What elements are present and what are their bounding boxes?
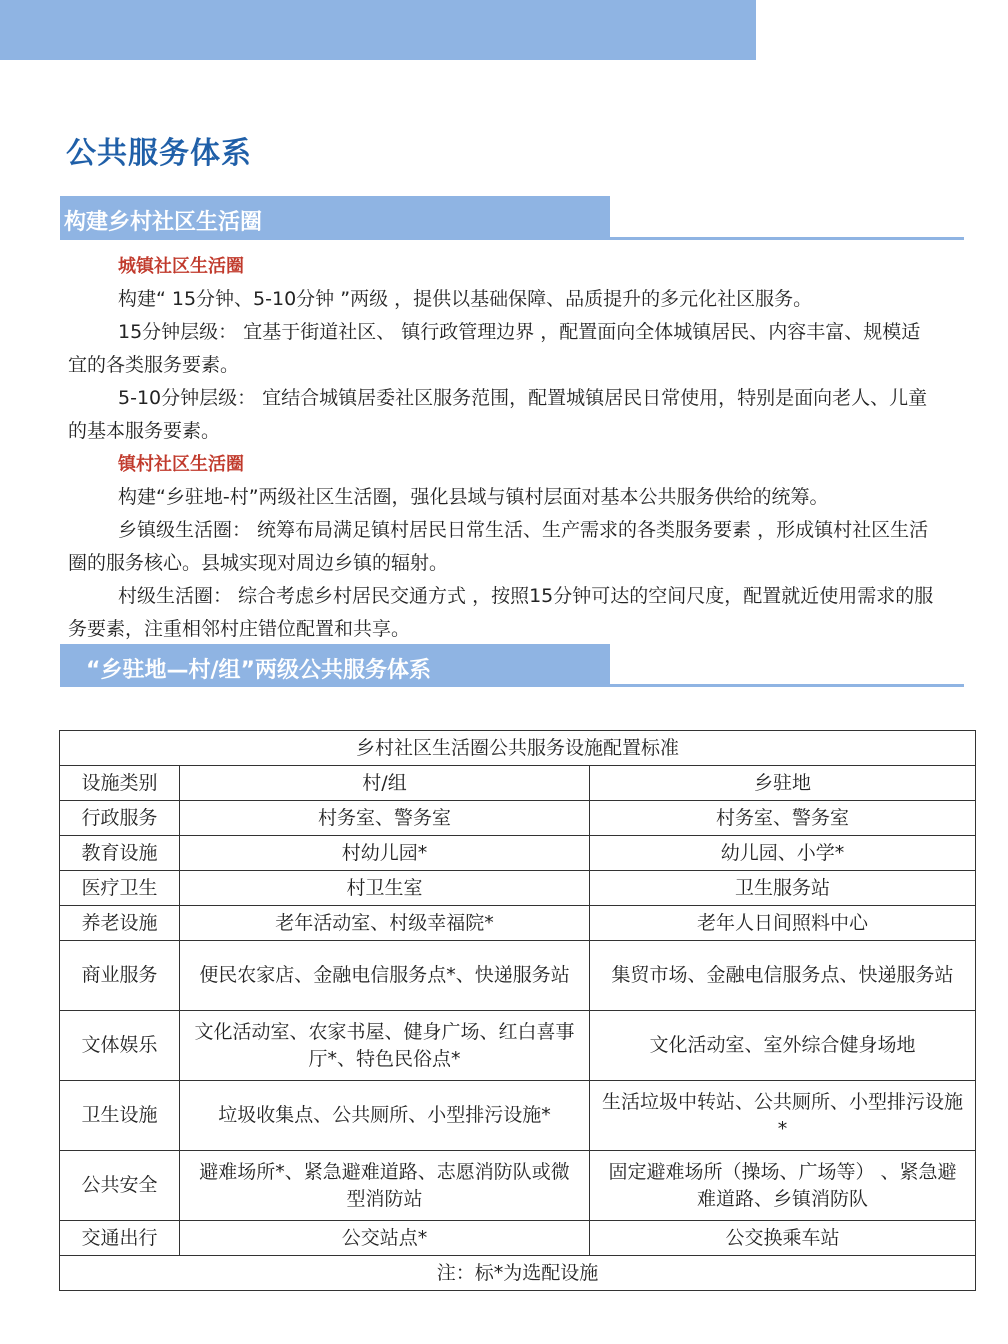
town-cell: 固定避难场所（操场、广场等） 、紧急避难道路、乡镇消防队: [590, 1151, 976, 1221]
page-title: 公共服务体系: [66, 136, 252, 171]
header-town: 乡驻地: [590, 766, 976, 801]
category-cell: 医疗卫生: [60, 871, 180, 906]
category-cell: 教育设施: [60, 836, 180, 871]
table-row: [60, 801, 976, 836]
table-note: 注：标*为选配设施: [60, 1256, 976, 1291]
table-row: [60, 941, 976, 1011]
category-cell: 文体娱乐: [60, 1011, 180, 1081]
header-category: 设施类别: [60, 766, 180, 801]
urban-paragraph-3: 5-10分钟层级： 宜结合城镇居委社区服务范围，配置城镇居民日常使用，特别是面向老人、儿童的基本服务要素。: [68, 387, 928, 442]
town-cell: 集贸市场、金融电信服务点、快递服务站: [590, 941, 976, 1011]
category-cell: 公共安全: [60, 1151, 180, 1221]
rural-paragraph-3: 村级生活圈： 综合考虑乡村居民交通方式 ，按照15分钟可达的空间尺度，配置就近使用需求的服务要素，注重相邻村庄错位配置和共享。: [68, 585, 934, 640]
table-row: [60, 1151, 976, 1221]
village-cell: 村卫生室: [180, 871, 590, 906]
table-row: [60, 1081, 976, 1151]
table-row: [60, 836, 976, 871]
table-row: [60, 871, 976, 906]
category-cell: 养老设施: [60, 906, 180, 941]
village-cell: 公交站点*: [180, 1221, 590, 1256]
town-cell: 卫生服务站: [590, 871, 976, 906]
table-row: [60, 1221, 976, 1256]
section-title-1: 构建乡村社区生活圈: [64, 210, 263, 235]
urban-paragraph-1: 构建“ 15分钟、5-10分钟 ”两级 ，提供以基础保障、品质提升的多元化社区服务。: [118, 288, 813, 310]
top-header-bar: [0, 0, 756, 60]
village-cell: 避难场所*、紧急避难道路、志愿消防队或微型消防站: [180, 1151, 590, 1221]
section-title-2: “乡驻地—村/组”两级公共服务体系: [86, 658, 431, 683]
village-cell: 垃圾收集点、公共厕所、小型排污设施*: [180, 1081, 590, 1151]
category-cell: 交通出行: [60, 1221, 180, 1256]
town-cell: 幼儿园、小学*: [590, 836, 976, 871]
village-cell: 文化活动室、农家书屋、健身广场、红白喜事厅*、特色民俗点*: [180, 1011, 590, 1081]
section-1-content: [68, 250, 938, 646]
table-row: [60, 906, 976, 941]
category-cell: 商业服务: [60, 941, 180, 1011]
town-cell: 公交换乘车站: [590, 1221, 976, 1256]
urban-paragraph-2: 15分钟层级： 宜基于街道社区、 镇行政管理边界 ，配置面向全体城镇居民、内容丰富、规模适宜的各类服务要素。: [68, 321, 921, 376]
table-caption-row: [60, 731, 976, 766]
header-village: 村/组: [180, 766, 590, 801]
village-cell: 村幼儿园*: [180, 836, 590, 871]
table-header-row: [60, 766, 976, 801]
rural-heading: 镇村社区生活圈: [118, 454, 244, 475]
village-cell: 村务室、警务室: [180, 801, 590, 836]
category-cell: 行政服务: [60, 801, 180, 836]
section-underline-1: [60, 237, 964, 240]
rural-paragraph-2: 乡镇级生活圈： 统筹布局满足镇村居民日常生活、生产需求的各类服务要素 ，形成镇村社区生活圈的服务核心。县城实现对周边乡镇的辐射。: [68, 519, 929, 574]
table-caption: 乡村社区生活圈公共服务设施配置标准: [60, 731, 976, 766]
urban-heading: 城镇社区生活圈: [118, 256, 244, 277]
rural-paragraph-1: 构建“乡驻地-村”两级社区生活圈，强化县域与镇村层面对基本公共服务供给的统筹。: [118, 486, 829, 508]
table-row: [60, 1011, 976, 1081]
town-cell: 村务室、警务室: [590, 801, 976, 836]
category-cell: 卫生设施: [60, 1081, 180, 1151]
table-note-row: [60, 1256, 976, 1291]
section-underline-2: [60, 684, 964, 687]
village-cell: 便民农家店、金融电信服务点*、快递服务站: [180, 941, 590, 1011]
town-cell: 文化活动室、室外综合健身场地: [590, 1011, 976, 1081]
facility-standards-table: [59, 730, 976, 1291]
village-cell: 老年活动室、村级幸福院*: [180, 906, 590, 941]
town-cell: 老年人日间照料中心: [590, 906, 976, 941]
town-cell: 生活垃圾中转站、公共厕所、小型排污设施*: [590, 1081, 976, 1151]
